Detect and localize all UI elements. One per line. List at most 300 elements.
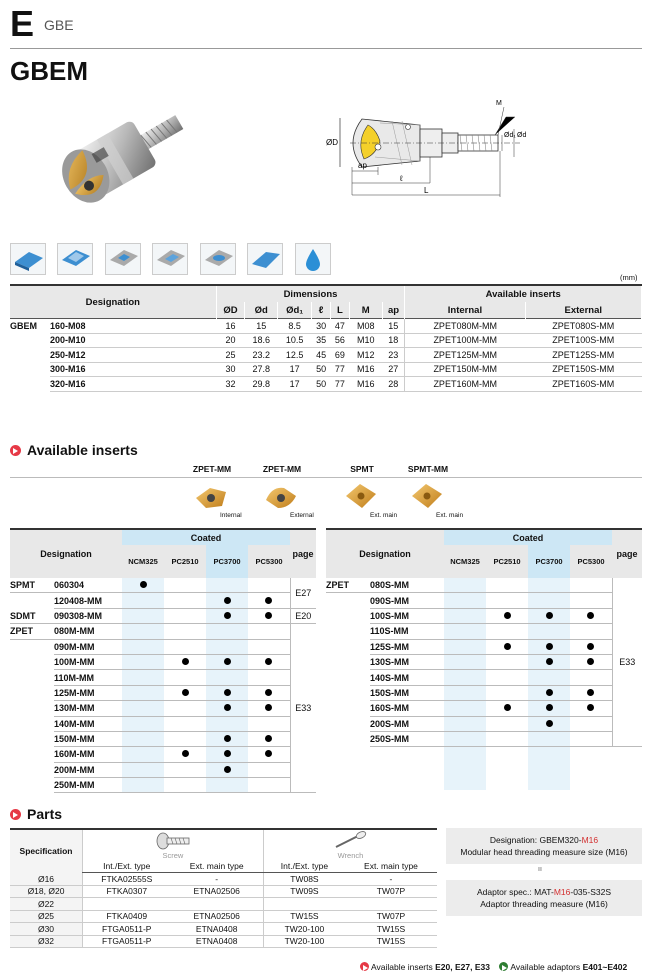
empty-cell: [570, 762, 612, 776]
arrow-circle-icon: [360, 962, 369, 971]
value-cell: 35: [312, 333, 331, 348]
availability-dot: [224, 612, 231, 619]
group-cell: ZPET: [10, 624, 54, 639]
col-page: page: [290, 529, 316, 578]
value-cell: M08: [349, 319, 382, 334]
value-cell: ZPET150M-MM: [405, 362, 525, 377]
note-arrow: ıı: [538, 866, 542, 873]
section-title: Parts: [27, 806, 63, 822]
note-text: Adaptor spec.: MAT-: [476, 887, 554, 897]
grade-cell: [206, 578, 248, 593]
col-available-inserts: Available inserts: [405, 285, 642, 302]
label-ap: ap: [358, 161, 367, 170]
grade-cell: [248, 716, 290, 731]
availability-dot: [265, 689, 272, 696]
insert-type-name: SPMT: [350, 464, 374, 474]
value-cell: 29.8: [245, 377, 278, 392]
code-cell: 160M-MM: [54, 747, 122, 762]
code-cell: 100M-MM: [54, 654, 122, 669]
table-row: [326, 670, 642, 685]
code-cell: 130S-MM: [370, 654, 444, 669]
code-cell: 100S-MM: [370, 608, 444, 623]
pocket-milling-icon: [152, 243, 188, 275]
value-cell: 17: [278, 362, 312, 377]
table-row: [326, 608, 642, 623]
col-designation: Designation: [10, 529, 122, 578]
label-d1: Ød₁: [504, 132, 516, 139]
group-cell: [10, 654, 54, 669]
code-cell: 150M-MM: [54, 731, 122, 746]
grade-header: NCM325: [444, 545, 486, 578]
footer-inserts-label[interactable]: Available inserts: [371, 962, 433, 972]
availability-dot: [182, 689, 189, 696]
designation-cell: 200-M10: [50, 333, 216, 348]
code-cell: 140M-MM: [54, 716, 122, 731]
grade-cell: [164, 654, 206, 669]
coolant-drop-icon: [295, 243, 331, 275]
grade-header: PC3700: [528, 545, 570, 578]
part-cell: TW20-100: [263, 923, 345, 936]
grade-cell: [248, 747, 290, 762]
value-cell: 17: [278, 377, 312, 392]
grade-cell: [444, 624, 486, 639]
empty-cell: [326, 776, 370, 790]
series-cell: [10, 362, 50, 377]
group-cell: [10, 639, 54, 654]
part-cell: FTKA0409: [83, 910, 171, 923]
part-cell: [171, 898, 264, 911]
arrow-circle-icon: [10, 809, 21, 820]
col-header: Ød: [245, 302, 278, 319]
code-cell: 120408-MM: [54, 593, 122, 608]
empty-cell: [444, 762, 486, 776]
series-cell: GBEM: [10, 319, 50, 334]
col-header: ℓ: [312, 302, 331, 319]
grade-cell: [248, 608, 290, 623]
grade-cell: [122, 762, 164, 777]
col-page: page: [612, 529, 642, 578]
code-cell: 250S-MM: [370, 731, 444, 746]
insert-type-caption: Internal: [220, 512, 242, 519]
grade-header: PC2510: [486, 545, 528, 578]
availability-dot: [546, 720, 553, 727]
value-cell: 25: [216, 348, 245, 363]
shoulder-milling-icon: [57, 243, 93, 275]
group-cell: [326, 593, 370, 608]
value-cell: 10.5: [278, 333, 312, 348]
empty-cell: [486, 762, 528, 776]
grade-header: PC2510: [164, 545, 206, 578]
grade-cell: [206, 716, 248, 731]
arrow-circle-icon: [10, 445, 21, 456]
grade-cell: [528, 578, 570, 593]
availability-dot: [546, 658, 553, 665]
header-divider: [10, 48, 642, 49]
screw-icon: [153, 831, 193, 851]
part-cell: [83, 898, 171, 911]
empty-cell: [444, 747, 486, 762]
table-row: [10, 701, 316, 716]
dimension-table: [10, 284, 642, 392]
code-cell: 200M-MM: [54, 762, 122, 777]
table-row: [10, 885, 437, 898]
empty-cell: [528, 762, 570, 776]
grade-cell: [206, 731, 248, 746]
grade-cell: [570, 654, 612, 669]
group-cell: SDMT: [10, 608, 54, 623]
group-cell: [326, 639, 370, 654]
table-row: [10, 362, 642, 377]
grade-cell: [570, 716, 612, 731]
group-cell: [326, 654, 370, 669]
grade-cell: [248, 701, 290, 716]
parts-subheader: Int./Ext. type: [83, 860, 171, 873]
grade-cell: [206, 639, 248, 654]
grade-cell: [122, 731, 164, 746]
table-row: [326, 654, 642, 669]
grade-header: PC5300: [570, 545, 612, 578]
col-designation: Designation: [10, 285, 216, 319]
availability-dot: [224, 704, 231, 711]
value-cell: 18: [382, 333, 405, 348]
grade-cell: [164, 747, 206, 762]
grade-cell: [164, 685, 206, 700]
note-text: Designation: GBEM320-: [489, 835, 582, 845]
code-cell: 060304: [54, 578, 122, 593]
empty-cell: [370, 747, 444, 762]
grade-cell: [248, 593, 290, 608]
code-cell: 150S-MM: [370, 685, 444, 700]
page-cell[interactable]: E33: [612, 578, 642, 747]
grade-cell: [164, 701, 206, 716]
availability-dot: [546, 689, 553, 696]
footer-inserts-pages[interactable]: E20, E27, E33: [435, 962, 490, 972]
grade-cell: [248, 778, 290, 793]
grade-cell: [528, 654, 570, 669]
series-cell: [10, 377, 50, 392]
value-cell: 30: [216, 362, 245, 377]
code-cell: 160S-MM: [370, 701, 444, 716]
grade-cell: [570, 593, 612, 608]
value-cell: 15: [245, 319, 278, 334]
availability-dot: [224, 750, 231, 757]
col-header: External: [525, 302, 641, 319]
grade-cell: [206, 778, 248, 793]
table-row: [10, 654, 316, 669]
grade-cell: [164, 762, 206, 777]
part-cell: FTKA02555S: [83, 873, 171, 886]
grade-cell: [248, 731, 290, 746]
col-header: ap: [382, 302, 405, 319]
availability-dot: [140, 581, 147, 588]
spec-cell: Ø30: [10, 923, 83, 936]
grade-cell: [122, 670, 164, 685]
availability-dot: [224, 689, 231, 696]
empty-cell: [612, 747, 642, 762]
grade-cell: [444, 593, 486, 608]
table-row: [326, 716, 642, 731]
part-cell: TW07P: [345, 885, 437, 898]
empty-cell: [486, 776, 528, 790]
grade-cell: [248, 685, 290, 700]
value-cell: ZPET125M-MM: [405, 348, 525, 363]
grade-cell: [444, 716, 486, 731]
group-cell: [326, 701, 370, 716]
grade-cell: [570, 685, 612, 700]
table-row: [326, 762, 642, 776]
grade-cell: [164, 593, 206, 608]
wrench-icon: [330, 831, 370, 851]
grade-cell: [528, 593, 570, 608]
table-row: [326, 578, 642, 593]
table-row: [10, 762, 316, 777]
empty-cell: [486, 747, 528, 762]
value-cell: 15: [382, 319, 405, 334]
grade-cell: [122, 701, 164, 716]
parts-subheader: Int./Ext. type: [263, 860, 345, 873]
availability-dot: [587, 658, 594, 665]
slot-milling-icon: [105, 243, 141, 275]
empty-cell: [326, 747, 370, 762]
footer-adaptors-label[interactable]: Available adaptors: [510, 962, 581, 972]
note-text: -035-S32S: [570, 887, 612, 897]
group-cell: [326, 731, 370, 746]
table-row: [10, 670, 316, 685]
grade-cell: [122, 593, 164, 608]
grade-cell: [248, 639, 290, 654]
designation-cell: 250-M12: [50, 348, 216, 363]
footer: [360, 962, 627, 972]
table-row: [10, 685, 316, 700]
part-cell: [263, 898, 345, 911]
grade-cell: [122, 639, 164, 654]
grade-cell: [528, 608, 570, 623]
table-row: [10, 319, 642, 334]
helical-milling-icon: [200, 243, 236, 275]
insert-image: [408, 478, 446, 514]
designation-cell: 160-M08: [50, 319, 216, 334]
value-cell: 18.6: [245, 333, 278, 348]
grade-cell: [444, 608, 486, 623]
table-row: [326, 776, 642, 790]
value-cell: ZPET125S-MM: [525, 348, 641, 363]
availability-dot: [265, 704, 272, 711]
wrench-label: Wrench: [337, 851, 364, 860]
part-cell: -: [345, 873, 437, 886]
grade-cell: [486, 608, 528, 623]
insert-type-caption: External: [290, 512, 314, 519]
grade-cell: [206, 654, 248, 669]
grade-cell: [444, 578, 486, 593]
availability-dot: [504, 643, 511, 650]
table-row: [326, 593, 642, 608]
grade-cell: [248, 624, 290, 639]
insert-type-name: ZPET-MM: [192, 464, 232, 474]
empty-cell: [612, 762, 642, 776]
availability-dot: [587, 704, 594, 711]
grade-header: PC5300: [248, 545, 290, 578]
insert-type-name: SPMT-MM: [407, 464, 449, 474]
empty-cell: [570, 747, 612, 762]
grade-cell: [528, 624, 570, 639]
grade-cell: [122, 716, 164, 731]
group-cell: [10, 778, 54, 793]
parts-subheader: Ext. main type: [171, 860, 264, 873]
part-cell: -: [171, 873, 264, 886]
col-header: Internal: [405, 302, 525, 319]
code-cell: 250M-MM: [54, 778, 122, 793]
page-cell[interactable]: E27: [290, 578, 316, 608]
code-cell: 130M-MM: [54, 701, 122, 716]
grade-cell: [164, 778, 206, 793]
value-cell: M12: [349, 348, 382, 363]
grade-cell: [164, 624, 206, 639]
part-cell: TW15S: [345, 935, 437, 948]
availability-dot: [265, 597, 272, 604]
grade-cell: [164, 716, 206, 731]
part-cell: ETNA0408: [171, 935, 264, 948]
empty-cell: [370, 776, 444, 790]
col-coated: Coated: [122, 529, 290, 545]
part-cell: ETNA02506: [171, 885, 264, 898]
availability-dot: [587, 612, 594, 619]
code-cell: 200S-MM: [370, 716, 444, 731]
value-cell: ZPET100S-MM: [525, 333, 641, 348]
grade-cell: [206, 670, 248, 685]
col-header: L: [330, 302, 349, 319]
value-cell: M16: [349, 362, 382, 377]
part-cell: TW15S: [345, 923, 437, 936]
grade-cell: [122, 778, 164, 793]
grade-cell: [164, 608, 206, 623]
value-cell: M10: [349, 333, 382, 348]
value-cell: 77: [330, 377, 349, 392]
group-cell: [326, 608, 370, 623]
table-row: [10, 731, 316, 746]
table-row: [326, 701, 642, 716]
col-header: M: [349, 302, 382, 319]
availability-dot: [546, 643, 553, 650]
label-L: L: [424, 186, 429, 195]
grade-cell: [206, 608, 248, 623]
designation-note: [446, 828, 642, 864]
screw-label: Screw: [162, 851, 184, 860]
grade-cell: [528, 639, 570, 654]
code-cell: 140S-MM: [370, 670, 444, 685]
grade-cell: [444, 639, 486, 654]
spec-cell: Ø25: [10, 910, 83, 923]
inserts-table-right: [326, 528, 642, 790]
group-cell: [326, 685, 370, 700]
grade-header: NCM325: [122, 545, 164, 578]
grade-cell: [486, 701, 528, 716]
spec-cell: Ø18, Ø20: [10, 885, 83, 898]
empty-cell: [528, 747, 570, 762]
table-row: [10, 639, 316, 654]
value-cell: ZPET100M-MM: [405, 333, 525, 348]
grade-cell: [122, 654, 164, 669]
insert-image: [342, 478, 380, 514]
grade-cell: [486, 716, 528, 731]
table-row: [10, 608, 316, 623]
group-cell: [10, 747, 54, 762]
col-coated: Coated: [444, 529, 612, 545]
footer-adaptors-pages[interactable]: E401~E402: [582, 962, 628, 972]
group-cell: [326, 716, 370, 731]
face-milling-icon: [10, 243, 46, 275]
value-cell: 16: [216, 319, 245, 334]
part-cell: TW20-100: [263, 935, 345, 948]
grade-cell: [206, 685, 248, 700]
group-cell: [10, 762, 54, 777]
grade-cell: [570, 731, 612, 746]
page-cell[interactable]: E33: [290, 624, 316, 793]
grade-cell: [444, 654, 486, 669]
page-cell[interactable]: E20: [290, 608, 316, 623]
grade-cell: [570, 701, 612, 716]
availability-dot: [265, 750, 272, 757]
table-row: [10, 348, 642, 363]
insert-type-name: ZPET-MM: [262, 464, 302, 474]
grade-cell: [486, 654, 528, 669]
table-row: [10, 910, 437, 923]
col-header: Ød₁: [278, 302, 312, 319]
group-cell: [10, 716, 54, 731]
grade-cell: [444, 701, 486, 716]
code-cell: 090308-MM: [54, 608, 122, 623]
table-row: [326, 639, 642, 654]
table-row: [10, 898, 437, 911]
group-cell: [10, 593, 54, 608]
spec-cell: Ø22: [10, 898, 83, 911]
group-cell: [326, 624, 370, 639]
value-cell: 27.8: [245, 362, 278, 377]
grade-cell: [528, 716, 570, 731]
grade-cell: [122, 624, 164, 639]
value-cell: ZPET160M-MM: [405, 377, 525, 392]
designation-cell: 300-M16: [50, 362, 216, 377]
value-cell: 69: [330, 348, 349, 363]
value-cell: 12.5: [278, 348, 312, 363]
value-cell: 45: [312, 348, 331, 363]
empty-cell: [528, 776, 570, 790]
col-designation: Designation: [326, 529, 444, 578]
availability-dot: [265, 612, 272, 619]
grade-cell: [528, 670, 570, 685]
grade-cell: [486, 670, 528, 685]
grade-cell: [248, 654, 290, 669]
note-highlight: M16: [581, 835, 599, 845]
grade-cell: [570, 624, 612, 639]
grade-cell: [206, 747, 248, 762]
availability-dot: [224, 766, 231, 773]
grade-cell: [444, 731, 486, 746]
grade-cell: [486, 593, 528, 608]
availability-dot: [224, 597, 231, 604]
availability-dot: [224, 735, 231, 742]
value-cell: ZPET150S-MM: [525, 362, 641, 377]
table-row: [326, 685, 642, 700]
grade-cell: [248, 578, 290, 593]
group-cell: [10, 670, 54, 685]
empty-cell: [326, 762, 370, 776]
part-cell: FTKA0307: [83, 885, 171, 898]
table-row: [10, 778, 316, 793]
value-cell: 47: [330, 319, 349, 334]
value-cell: 20: [216, 333, 245, 348]
value-cell: 50: [312, 362, 331, 377]
table-row: [10, 716, 316, 731]
